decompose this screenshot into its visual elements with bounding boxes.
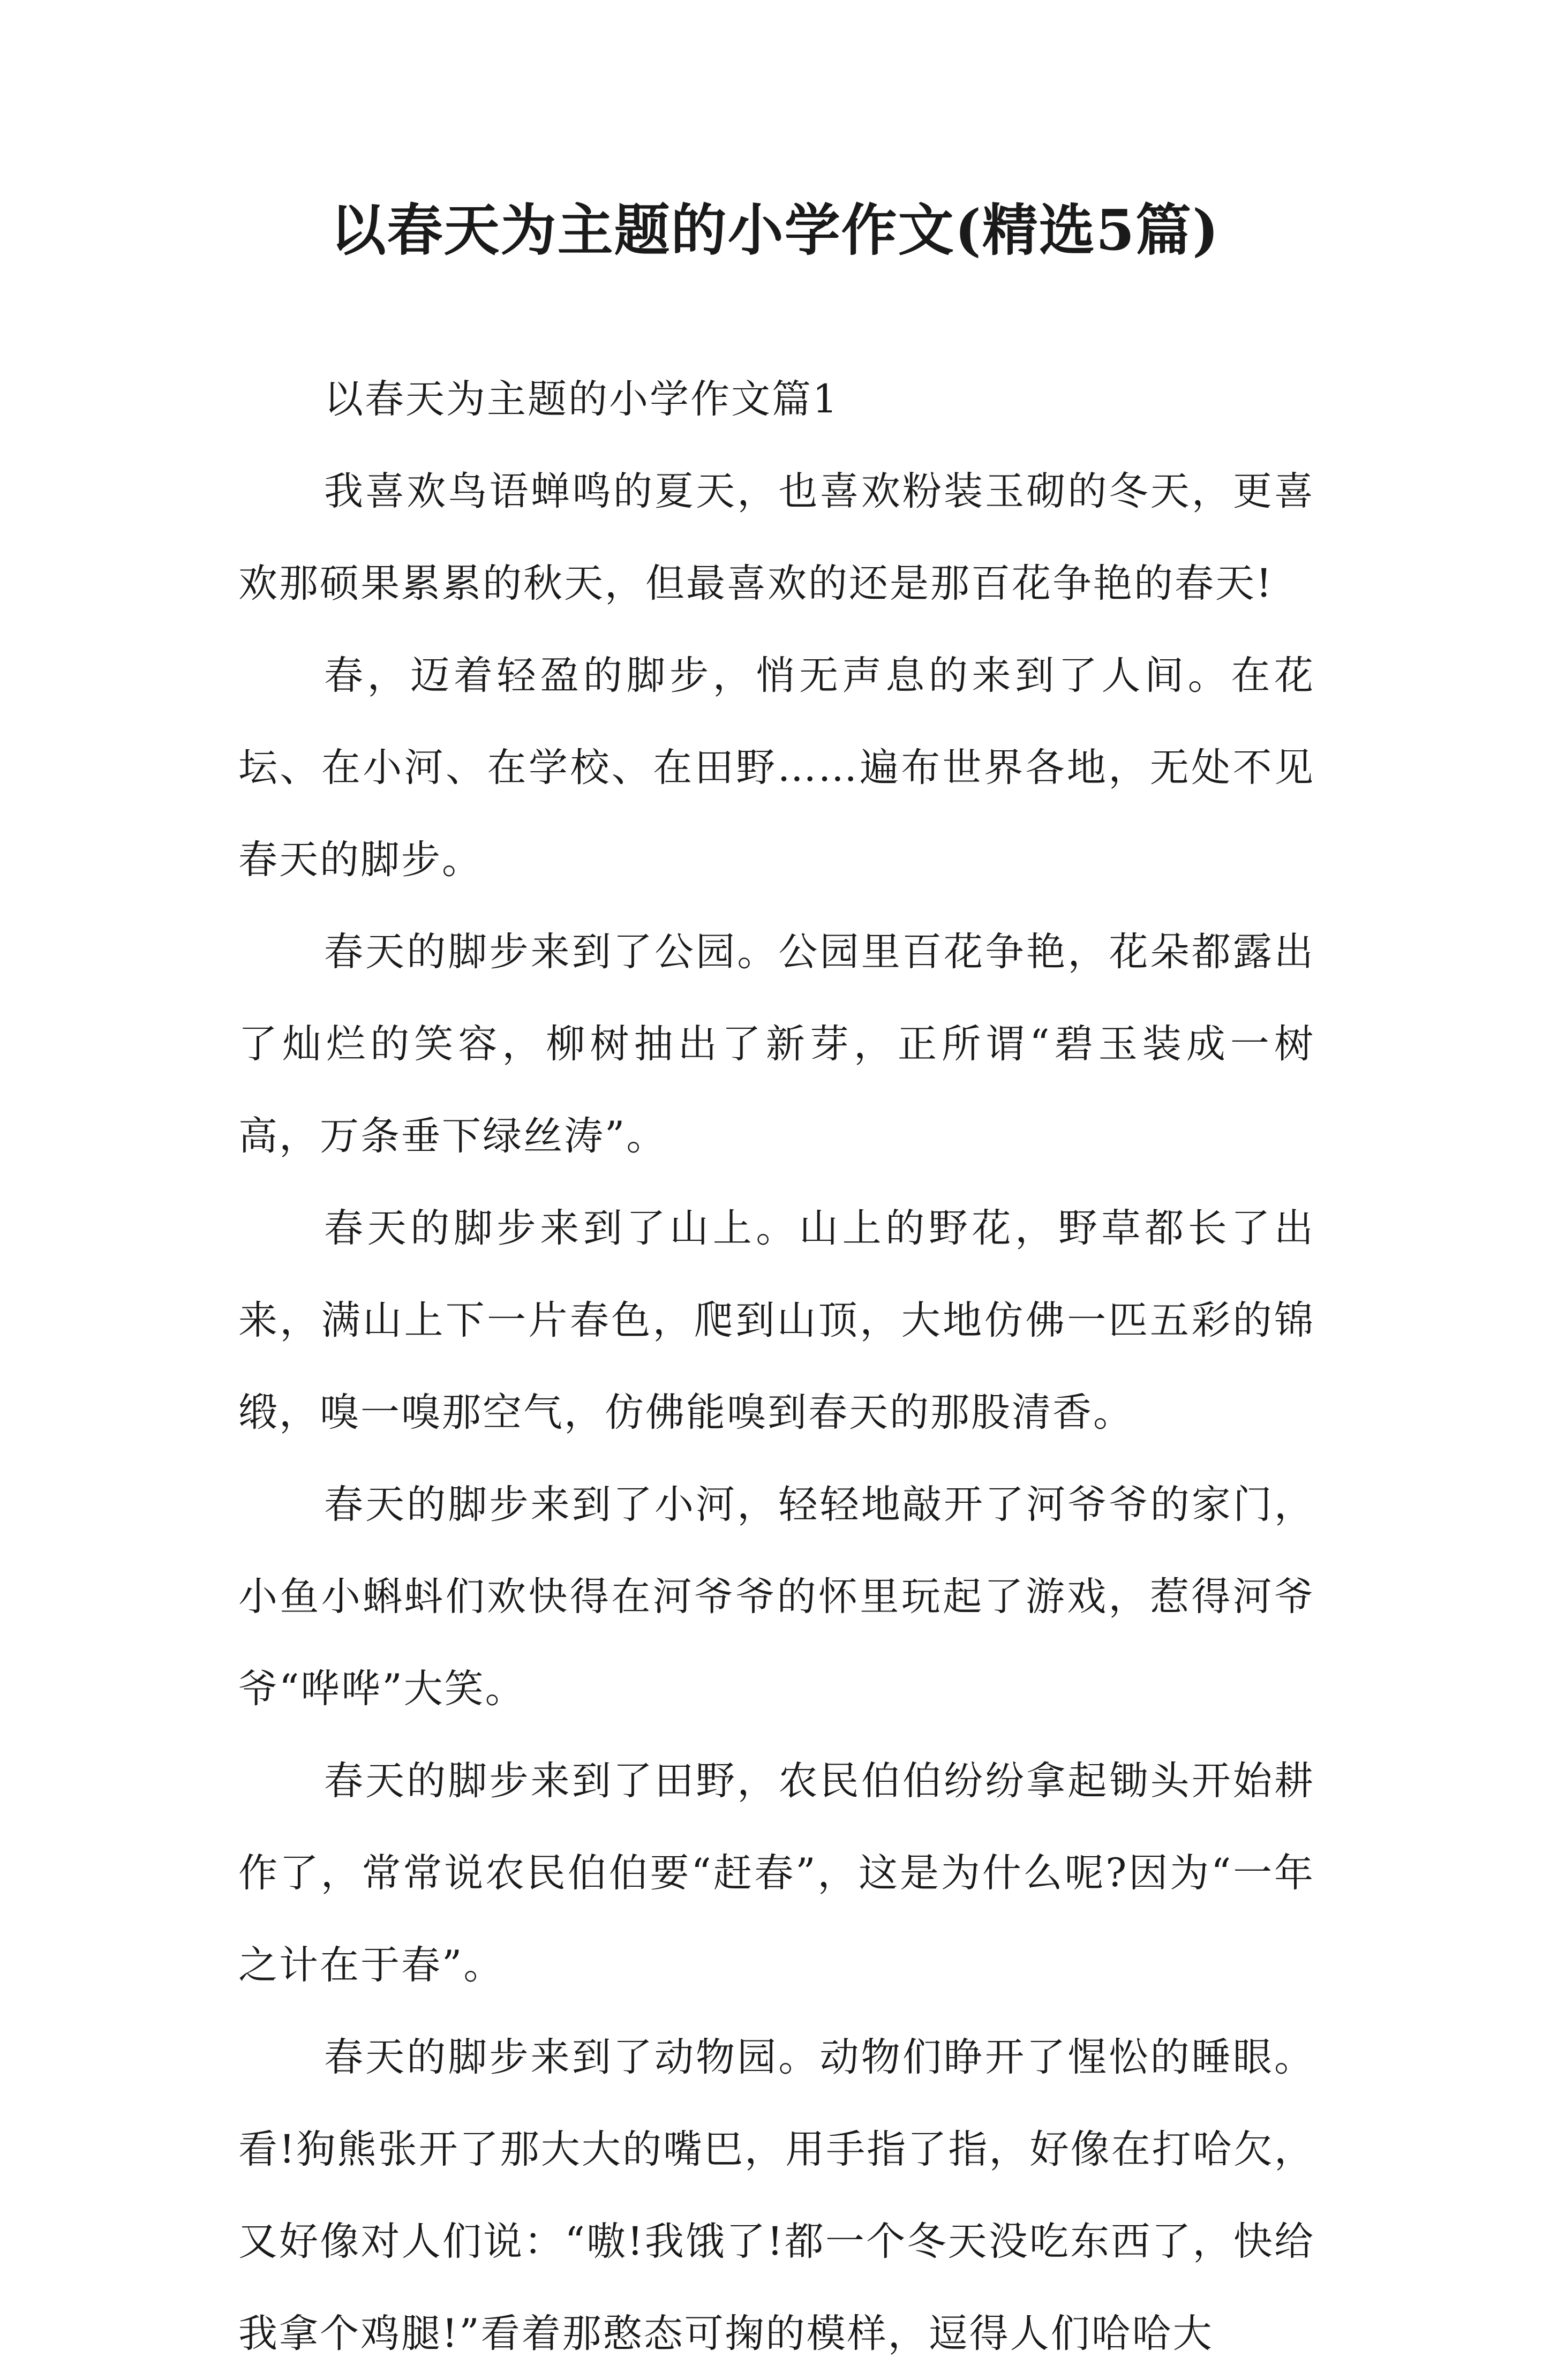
paragraph: 春天的脚步来到了小河，轻轻地敲开了河爷爷的家门，小鱼小蝌蚪们欢快得在河爷爷的怀里玩起了游戏，惹得河爷爷“哗哗”大笑。	[238, 1482, 1315, 1712]
section-heading: 以春天为主题的小学作文篇1	[324, 376, 839, 422]
document-title: 以春天为主题的小学作文(精选5篇)	[330, 197, 1220, 263]
paragraph: 春天的脚步来到了田野，农民伯伯纷纷拿起锄头开始耕作了，常常说农民伯伯要“赶春”，这是为什么呢?因为“一年之计在于春”。	[238, 1758, 1315, 1988]
document-body	[238, 353, 1315, 2380]
paragraph: 春，迈着轻盈的脚步，悄无声息的来到了人间。在花坛、在小河、在学校、在田野……遍布世界各地，无处不见春天的脚步。	[238, 653, 1315, 883]
paragraph: 春天的脚步来到了公园。公园里百花争艳，花朵都露出了灿烂的笑容，柳树抽出了新芽，正所谓“碧玉装成一树高，万条垂下绿丝涛”。	[238, 929, 1315, 1159]
paragraph: 春天的脚步来到了动物园。动物们睁开了惺忪的睡眼。看!狗熊张开了那大大的嘴巴，用手指了指，好像在打哈欠，又好像对人们说：“嗷!我饿了!都一个冬天没吃东西了，快给我拿个鸡腿!”看着那憨态可掬的模样，逗得人们哈哈大	[238, 2035, 1315, 2356]
paragraph: 春天的脚步来到了山上。山上的野花，野草都长了出来，满山上下一片春色，爬到山顶，大地仿佛一匹五彩的锦缎，嗅一嗅那空气，仿佛能嗅到春天的那股清香。	[238, 1206, 1315, 1435]
paragraph: 我喜欢鸟语蝉鸣的夏天，也喜欢粉装玉砌的冬天，更喜欢那硕果累累的秋天，但最喜欢的还是那百花争艳的春天!	[238, 469, 1315, 606]
